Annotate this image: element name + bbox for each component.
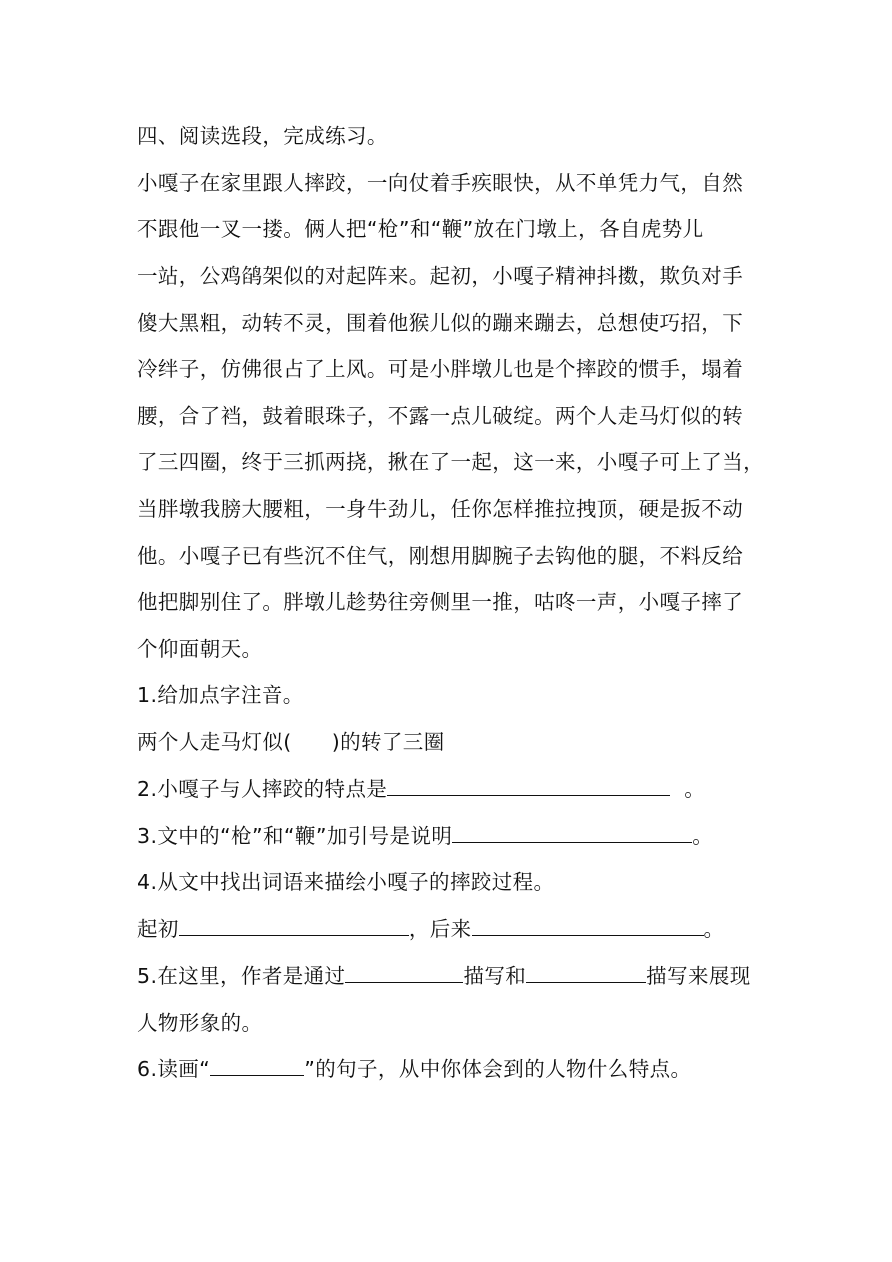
question-5-part3: 描写来展现 [646, 964, 751, 988]
question-3-answer-blank[interactable] [452, 822, 692, 843]
passage-line: 个仰面朝天。 [137, 637, 263, 661]
question-3-label: 3.文中的“枪”和“鞭”加引号是说明 [137, 824, 453, 848]
question-2-answer-blank[interactable] [387, 775, 670, 796]
passage-line: 当胖墩我膀大腰粗，一身牛劲儿，任你怎样推拉拽顶，硬是扳不动 [137, 497, 744, 521]
question-4-blank-first[interactable] [179, 915, 409, 936]
question-5-part1: 5.在这里，作者是通过 [137, 964, 346, 988]
question-1-text-a: 两个人走马灯似( [137, 730, 292, 754]
question-5 [137, 962, 751, 990]
question-1-text-b: )的转了三圈 [331, 730, 445, 754]
question-4-blank-later[interactable] [472, 915, 704, 936]
question-5-line-2: 人物形象的。 [137, 1011, 263, 1035]
question-6-part1: 6.读画“ [137, 1057, 211, 1081]
passage-line: 傻大黑粗，动转不灵，围着他猴儿似的蹦来蹦去，总想使巧招，下 [137, 311, 744, 335]
question-1-prompt [137, 728, 445, 756]
question-4-end: 。 [703, 917, 725, 941]
question-4-mid: ，后来 [408, 917, 472, 941]
question-5-blank-1[interactable] [345, 962, 463, 983]
question-2-label: 2.小嘎子与人摔跤的特点是 [137, 777, 388, 801]
question-2-end: 。 [684, 777, 706, 801]
question-6-part2: ”的句子，从中你体会到的人物什么特点。 [304, 1057, 692, 1081]
passage-line: 他把脚别住了。胖墩儿趁势往旁侧里一推，咕咚一声，小嘎子摔了 [137, 590, 744, 614]
passage-line: 小嘎子在家里跟人摔跤，一向仗着手疾眼快，从不单凭力气，自然 [137, 171, 744, 195]
question-6 [137, 1055, 691, 1083]
question-3-end: 。 [692, 824, 714, 848]
passage-line: 冷绊子，仿佛很占了上风。可是小胖墩儿也是个摔跤的惯手，塌着 [137, 357, 744, 381]
question-6-blank[interactable] [210, 1055, 304, 1076]
passage-line: 一站，公鸡鹐架似的对起阵来。起初，小嘎子精神抖擞，欺负对手 [137, 264, 744, 288]
question-4-label: 4.从文中找出词语来描绘小嘎子的摔跤过程。 [137, 870, 555, 894]
question-1-label: 1.给加点字注音。 [137, 683, 304, 707]
question-5-blank-2[interactable] [526, 962, 646, 983]
section-heading: 四、阅读选段，完成练习。 [137, 124, 388, 148]
passage-line: 了三四圈，终于三抓两挠，揪在了一起，这一来，小嘎子可上了当， [137, 450, 764, 474]
question-5-part2: 描写和 [463, 964, 527, 988]
passage-line: 他。小嘎子已有些沉不住气，刚想用脚腕子去钩他的腿，不料反给 [137, 544, 744, 568]
passage-line: 不跟他一叉一搂。俩人把“枪”和“鞭”放在门墩上，各自虎势儿 [137, 217, 704, 241]
question-3 [137, 822, 713, 850]
question-4-answer-line [137, 915, 724, 943]
question-4-part1: 起初 [137, 917, 179, 941]
question-2 [137, 775, 705, 803]
passage-line: 腰，合了裆，鼓着眼珠子，不露一点儿破绽。两个人走马灯似的转 [137, 404, 744, 428]
